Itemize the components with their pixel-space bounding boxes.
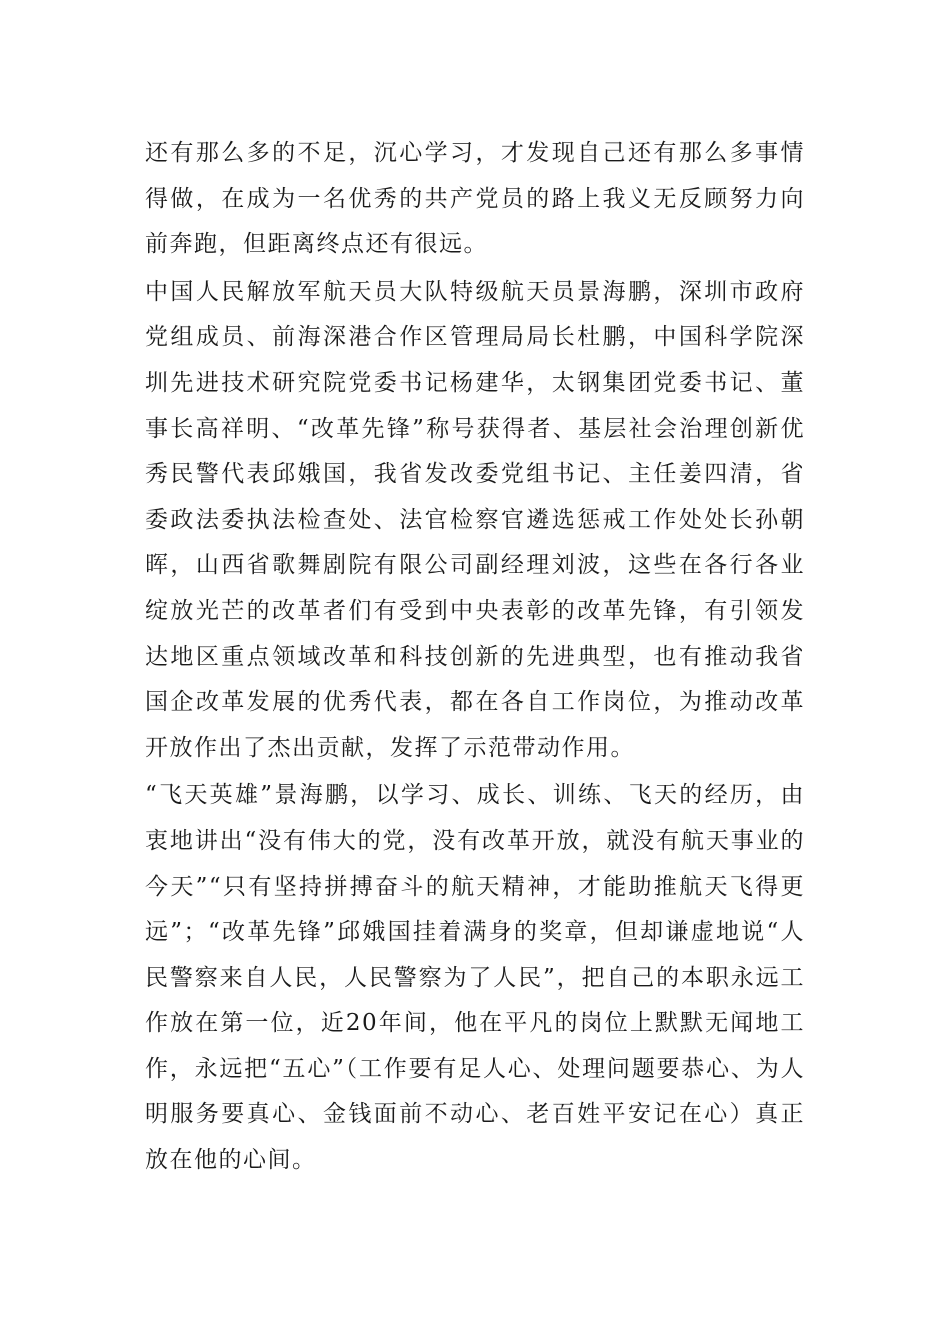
- paragraph-1: 还有那么多的不足，沉心学习，才发现自己还有那么多事情得做，在成为一名优秀的共产党员的路上我义无反顾努力向前奔跑，但距离终点还有很远。: [145, 140, 805, 258]
- paragraph-3: “飞天英雄”景海鹏，以学习、成长、训练、飞天的经历，由衷地讲出“没有伟大的党，没有改革开放，就没有航天事业的今天”“只有坚持拼搏奋斗的航天精神，才能助推航天飞得更远”；“改革先锋”邱娥国挂着满身的奖章，但却谦虚地说“人民警察来自人民，人民警察为了人民”，把自己的本职永远工作放在第一位，近20年间，他在平凡的岗位上默默无闻地工作，永远把“五心”（工作要有足人心、处理问题要恭心、为人明服务要真心、金钱面前不动心、老百姓平安记在心）真正放在他的心间。: [145, 782, 805, 1174]
- paragraph-2: 中国人民解放军航天员大队特级航天员景海鹏，深圳市政府党组成员、前海深港合作区管理局局长杜鹏，中国科学院深圳先进技术研究院党委书记杨建华，太钢集团党委书记、董事长高祥明、“改革先锋”称号获得者、基层社会治理创新优秀民警代表邱娥国，我省发改委党组书记、主任姜四清，省委政法委执法检查处、法官检察官遴选惩戒工作处处长孙朝晖，山西省歌舞剧院有限公司副经理刘波，这些在各行各业绽放光芒的改革者们有受到中央表彰的改革先锋，有引领发达地区重点领域改革和科技创新的先进典型，也有推动我省国企改革发展的优秀代表，都在各自工作岗位，为推动改革开放作出了杰出贡献，发挥了示范带动作用。: [145, 278, 805, 761]
- body-text: [145, 131, 805, 1184]
